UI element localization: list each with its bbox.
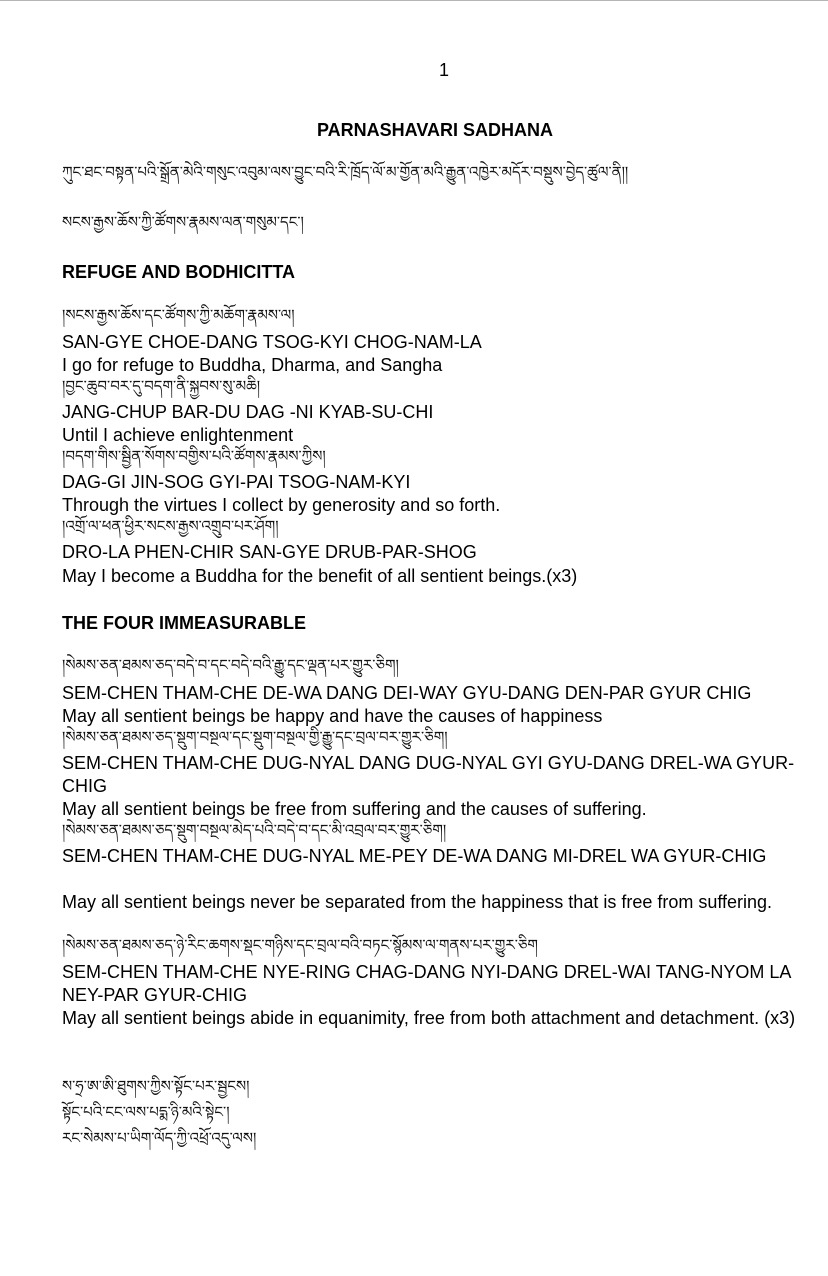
verse-transliteration: SEM-CHEN THAM-CHE DUG-NYAL DANG DUG-NYAL GYI GYU-DANG DREL-WA GYUR-CHIG (62, 753, 795, 796)
verse-transliteration: DAG-GI JIN-SOG GYI-PAI TSOG-NAM-KYI (62, 472, 411, 492)
verse-tibetan: །སེམས་ཅན་ཐམས་ཅད་སྡུག་བསྔལ་མེད་པའི་བདེ་བ་དང་མི་འབྲལ་བར་གྱུར་ཅིག། (62, 821, 447, 839)
page-number: 1 (438, 60, 449, 80)
verse-tibetan: །སེམས་ཅན་ཐམས་ཅད་བདེ་བ་དང་བདེ་བའི་རྒྱུ་དང་ལྡན་པར་གྱུར་ཅིག། (62, 656, 399, 674)
verse-translation: May all sentient beings abide in equanimity, free from both attachment and detachment. (x3) (62, 1008, 796, 1028)
document-title: PARNASHAVARI SADHANA (317, 120, 554, 140)
verse-translation: May all sentient beings be happy and have the causes of happiness (62, 706, 603, 726)
verse-translation: May I become a Buddha for the benefit of all sentient beings.(x3) (62, 566, 578, 586)
verse-tibetan: །བྱང་ཆུབ་བར་དུ་བདག་ནི་སྐྱབས་སུ་མཆི། (62, 377, 261, 395)
verse-tibetan: །བདག་གིས་སྦྱིན་སོགས་བགྱིས་པའི་ཚོགས་རྣམས་ཀྱིས། (62, 447, 326, 465)
intro-tibetan-line: ཀུང་ཐང་བསྟན་པའི་སྒྲོན་མེའི་གསུང་འབུམ་ལས་བྱུང་བའི་རི་ཁྲོད་ལོ་མ་གྱོན་མའི་རྒྱུན་འཁྱེར་མདོར་བསྡུས་བྱེད་ཚུལ་ནི།། (62, 163, 629, 181)
verse-transliteration: JANG-CHUP BAR-DU DAG -NI KYAB-SU-CHI (62, 402, 434, 422)
closing-tibetan-line: ས་ཧྲ་ཨ་ཨི་ཐུགས་ཀྱིས་སྟོང་པར་སྦྱངས། (62, 1077, 250, 1095)
verse-transliteration: SEM-CHEN THAM-CHE DUG-NYAL ME-PEY DE-WA DANG MI-DREL WA GYUR-CHIG (62, 846, 767, 866)
verse-transliteration: SEM-CHEN THAM-CHE NYE-RING CHAG-DANG NYI-DANG DREL-WAI TANG-NYOM LA NEY-PAR GYUR-CHIG (62, 962, 791, 1005)
verse-tibetan: །སངས་རྒྱས་ཆོས་དང་ཚོགས་ཀྱི་མཆོག་རྣམས་ལ། (62, 306, 295, 324)
section-heading-refuge: REFUGE AND BODHICITTA (62, 262, 295, 282)
verse-transliteration: SAN-GYE CHOE-DANG TSOG-KYI CHOG-NAM-LA (62, 332, 482, 352)
verse-translation: Through the virtues I collect by generosity and so forth. (62, 495, 501, 515)
verse-transliteration: DRO-LA PHEN-CHIR SAN-GYE DRUB-PAR-SHOG (62, 542, 477, 562)
verse-transliteration: SEM-CHEN THAM-CHE DE-WA DANG DEI-WAY GYU-DANG DEN-PAR GYUR CHIG (62, 683, 752, 703)
closing-tibetan-line: རང་སེམས་པ་ཡིག་ལོད་ཀྱི་འཕྲོ་འདུ་ལས། (62, 1129, 257, 1147)
verse-tibetan: །འགྲོ་ལ་ཕན་ཕྱིར་སངས་རྒྱས་འགྲུབ་པར་ཤོག། (62, 517, 279, 535)
verse-tibetan: །སེམས་ཅན་ཐམས་ཅད་ཉེ་རིང་ཆགས་སྡང་གཉིས་དང་བྲལ་བའི་བཏང་སྙོམས་ལ་གནས་པར་གྱུར་ཅིག (62, 936, 538, 954)
intro-tibetan-line: སངས་རྒྱས་ཆོས་ཀྱི་ཚོགས་རྣམས་ལན་གསུམ་དང་། (62, 213, 304, 231)
verse-translation: May all sentient beings never be separated from the happiness that is free from suffering. (62, 892, 773, 912)
closing-tibetan-line: སྟོང་པའི་ངང་ལས་པདྨ་ཉི་མའི་སྟེང་། (62, 1103, 230, 1121)
verse-translation: Until I achieve enlightenment (62, 425, 294, 445)
verse-tibetan: །སེམས་ཅན་ཐམས་ཅད་སྡུག་བསྔལ་དང་སྡུག་བསྔལ་གྱི་རྒྱུ་དང་བྲལ་བར་གྱུར་ཅིག། (62, 728, 448, 746)
top-border-line (0, 0, 828, 1)
section-heading-immeasurable: THE FOUR IMMEASURABLE (62, 613, 306, 633)
verse-translation: May all sentient beings be free from suffering and the causes of suffering. (62, 799, 647, 819)
verse-translation: I go for refuge to Buddha, Dharma, and Sangha (62, 355, 443, 375)
